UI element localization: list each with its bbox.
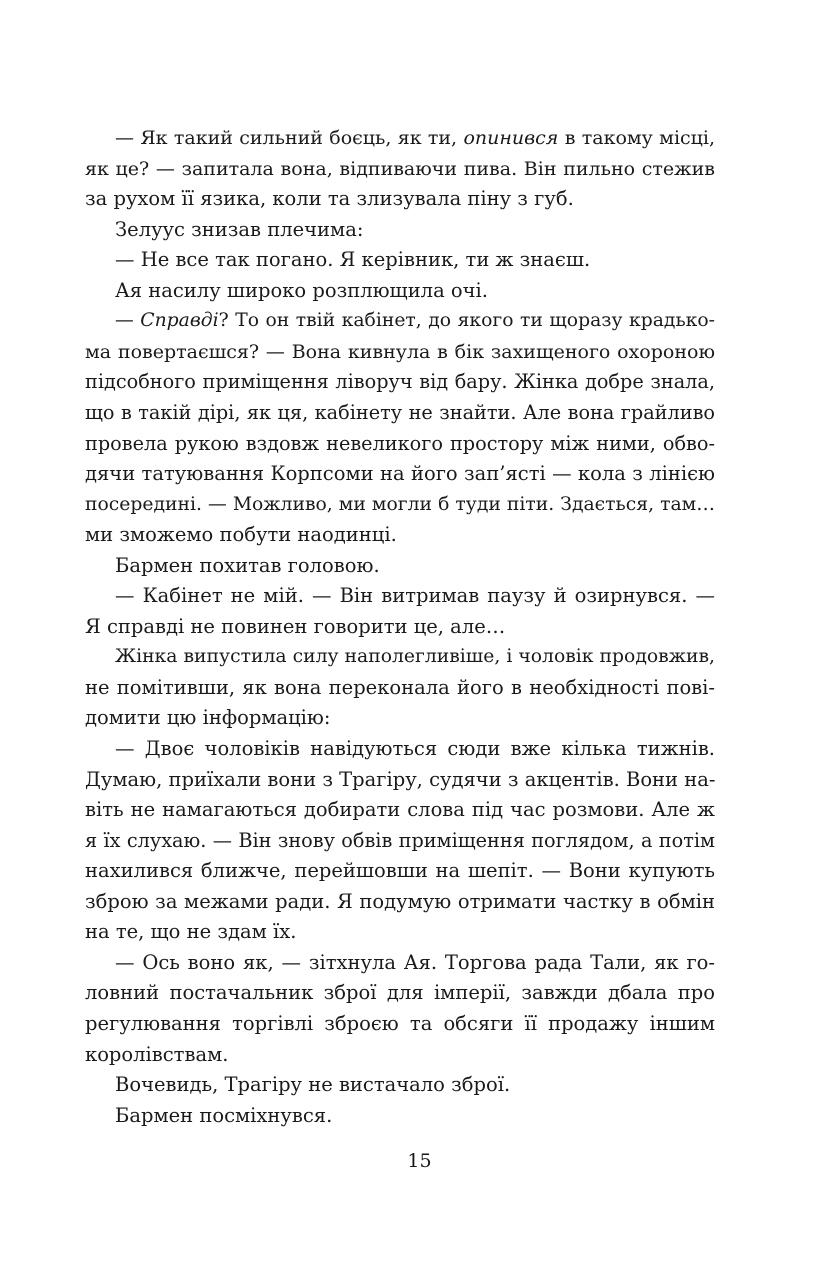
text-line: — Як такий сильний боєць, як ти, опинився в такому місці, xyxy=(115,127,715,149)
text-line: Зелуус знизав плечима: xyxy=(115,217,364,241)
text-line: Жінка випустила силу наполегливіше, і чоловік продовжив, xyxy=(115,646,715,668)
text-line: я їх слухаю. — Він знову обвів приміщення поглядом, а потім xyxy=(85,828,715,852)
text-line: Бармен посміхнувся. xyxy=(115,1103,333,1127)
italic-word: Справді xyxy=(140,310,219,332)
text-line: — Ось воно як, — зітхнула Ая. Торгова рада Тали, як го- xyxy=(115,950,715,974)
text-line: регулювання торгівлі зброєю та обсяги її продажу іншим xyxy=(85,1011,715,1035)
text-line: королівствам. xyxy=(85,1042,229,1066)
text-line: провела рукою вздовж невеликого простору між ними, обво- xyxy=(85,431,715,455)
text-line: за рухом її язика, коли та злизувала піну з губ. xyxy=(85,187,574,211)
text-line: віть не намагаються добирати слова під час розмови. Але ж xyxy=(85,798,715,822)
text-line: підсобного приміщення ліворуч від бару. Жінка добре знала, xyxy=(85,370,715,394)
text-line: дячи татуювання Корпсоми на його зап’ясті — кола з лінією xyxy=(85,462,715,486)
text-line: Бармен похитав головою. xyxy=(115,553,380,577)
text-line: не помітивши, як вона переконала його в необхідності пові- xyxy=(85,675,715,699)
italic-word: опинився xyxy=(463,127,559,149)
text-line: — Не все так погано. Я керівник, ти ж знаєш. xyxy=(115,248,591,272)
text-line: Я справді не повинен говорити це, але… xyxy=(85,614,506,638)
text-line: домити цю інформацію: xyxy=(85,706,331,730)
text-line: зброю за межами ради. Я подумую отримати частку в обмін xyxy=(85,889,715,913)
text-line: Вочевидь, Трагіру не вистачало зброї. xyxy=(115,1073,511,1097)
text-line: на те, що не здам їх. xyxy=(85,920,297,944)
text-line: — Справді? То он твій кабінет, до якого ти щоразу крадько- xyxy=(115,310,715,332)
text-line: Ая насилу широко розплющила очі. xyxy=(115,278,488,302)
text-line: що в такій дірі, як ця, кабінету не знайти. Але вона грайливо xyxy=(85,400,715,424)
text-line: як це? — запитала вона, відпиваючи пива. Він пильно стежив xyxy=(85,157,715,180)
text-line: ловний постачальник зброї для імперії, завжди дбала про xyxy=(85,981,715,1005)
text-line: ма повертаєшся? — Вона кивнула в бік захищеного охороною xyxy=(85,340,715,363)
text-line: нахилився ближче, перейшовши на шепіт. — Вони купують xyxy=(85,859,715,883)
page-number: 15 xyxy=(407,1150,432,1172)
text-line: — Двоє чоловіків навідуються сюди вже кілька тижнів. xyxy=(115,737,715,760)
text-line: Думаю, приїхали вони з Трагіру, судячи з акцентів. Вони на- xyxy=(85,767,716,791)
text-line: посередині. — Можливо, ми могли б туди піти. Здається, там… xyxy=(85,493,715,515)
text-line: — Кабінет не мій. — Він витримав паузу й озирнувся. — xyxy=(115,584,715,608)
text-line: ми зможемо побути наодинці. xyxy=(85,523,397,547)
